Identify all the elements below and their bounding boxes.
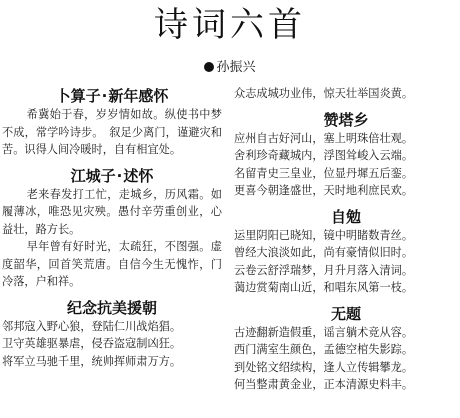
- poem-title-part-a: 江城子: [70, 166, 116, 185]
- verse-line: 古迹翻新造假重，谣言躺术竞从容。: [234, 325, 414, 339]
- poem-title-part-b: 述怀: [123, 166, 154, 185]
- verse-line: 云卷云舒浮瑞梦，月升月落入清词。: [234, 263, 414, 277]
- poem-body-kangmei: [2, 318, 222, 371]
- right-column: [234, 86, 458, 394]
- poem-title-part-a: 卜算子: [55, 87, 101, 105]
- verse-line: 更喜今朝逢盛世，天时地利庶民欢。: [234, 184, 414, 197]
- poem-paragraph: 希冀始于春，岁岁情如故。纵使书中梦不成，常学吟诗步。 叙足少离门，谨避灾和苦。识得人间冷暖时，自有相宜处。: [2, 108, 222, 156]
- poem-body-tazhaxiang: [234, 130, 458, 200]
- verse-line: 西门满室生颜色，孟德空棺失影踪。: [234, 343, 414, 356]
- poem-body-kangmei-continued: [234, 85, 458, 103]
- title-separator-dot: ·: [116, 166, 123, 185]
- verse-line: 蔼边赏菊南山近，和唱东风第一枝。: [234, 281, 414, 294]
- poem-body-bushuanzi: [2, 106, 222, 159]
- verse-line: 将军立马驰千里，统帅挥师肃万方。: [2, 354, 182, 368]
- poem-title-bushuanzi: [2, 86, 222, 106]
- verse-line: 运里阴阳已晓知，镜中明睹数青丝。: [234, 228, 414, 242]
- verse-line: 名留青史三皇业，位显丹墀五后銮。: [234, 166, 414, 180]
- page-title: 诗词六首: [154, 5, 306, 45]
- verse-line: 到处铭文绍续构，逢人立传辑攀龙。: [234, 360, 414, 374]
- poem-body-wuti: [234, 324, 458, 394]
- author-byline: [0, 60, 460, 76]
- verse-line: 应州自古好河山，塞上明珠倍壮观。: [234, 131, 414, 145]
- bullet-dot-icon: [204, 62, 214, 72]
- poem-paragraph-2: 早年曾有好时光，太疏狂，不图强。虚度韶华，回首笑荒唐。自信今生无愧怍，门冷落，户和祥。: [2, 240, 222, 288]
- poem-body-jiangchengzi: [2, 186, 222, 291]
- verse-line: 曾经大浪淡如此，尚有豪情似旧时。: [234, 246, 414, 259]
- poem-paragraph-1: 老来春发打工忙，走城乡，历风霜。如履薄冰，唯恐见灾殃。愚付辛劳重创业，心益壮，路方长。: [2, 187, 222, 236]
- title-separator-dot: ·: [101, 87, 108, 105]
- poem-title-kangmei: 纪念抗美援朝: [66, 298, 157, 317]
- verse-line: 邻邦寇入野心狼，登陆仁川战焰猖。: [2, 319, 182, 333]
- poem-title-part-b: 新年感怀: [108, 87, 169, 105]
- verse-line: 卫守英雄驱暴虐，侵吞盗寇制凶狂。: [2, 337, 182, 350]
- author-name: 孙振兴: [216, 60, 256, 75]
- poem-title-jiangchengzi: [2, 166, 222, 186]
- verse-line: 何当整肃黄金业，正本清源史料丰。: [234, 378, 414, 391]
- left-column: [2, 86, 222, 370]
- poem-body-zimian: [234, 227, 458, 297]
- poem-title-zimian: 自勉: [330, 207, 361, 226]
- poem-title-wuti: 无题: [330, 304, 361, 323]
- poem-title-tazhaxiang: 赞塔乡: [323, 110, 369, 129]
- verse-line: 舍利珍奇藏城内，浮图耸峻入云端。: [234, 149, 414, 162]
- verse-line: 众志成城功业伟，惊天壮举国炎黄。: [234, 87, 414, 100]
